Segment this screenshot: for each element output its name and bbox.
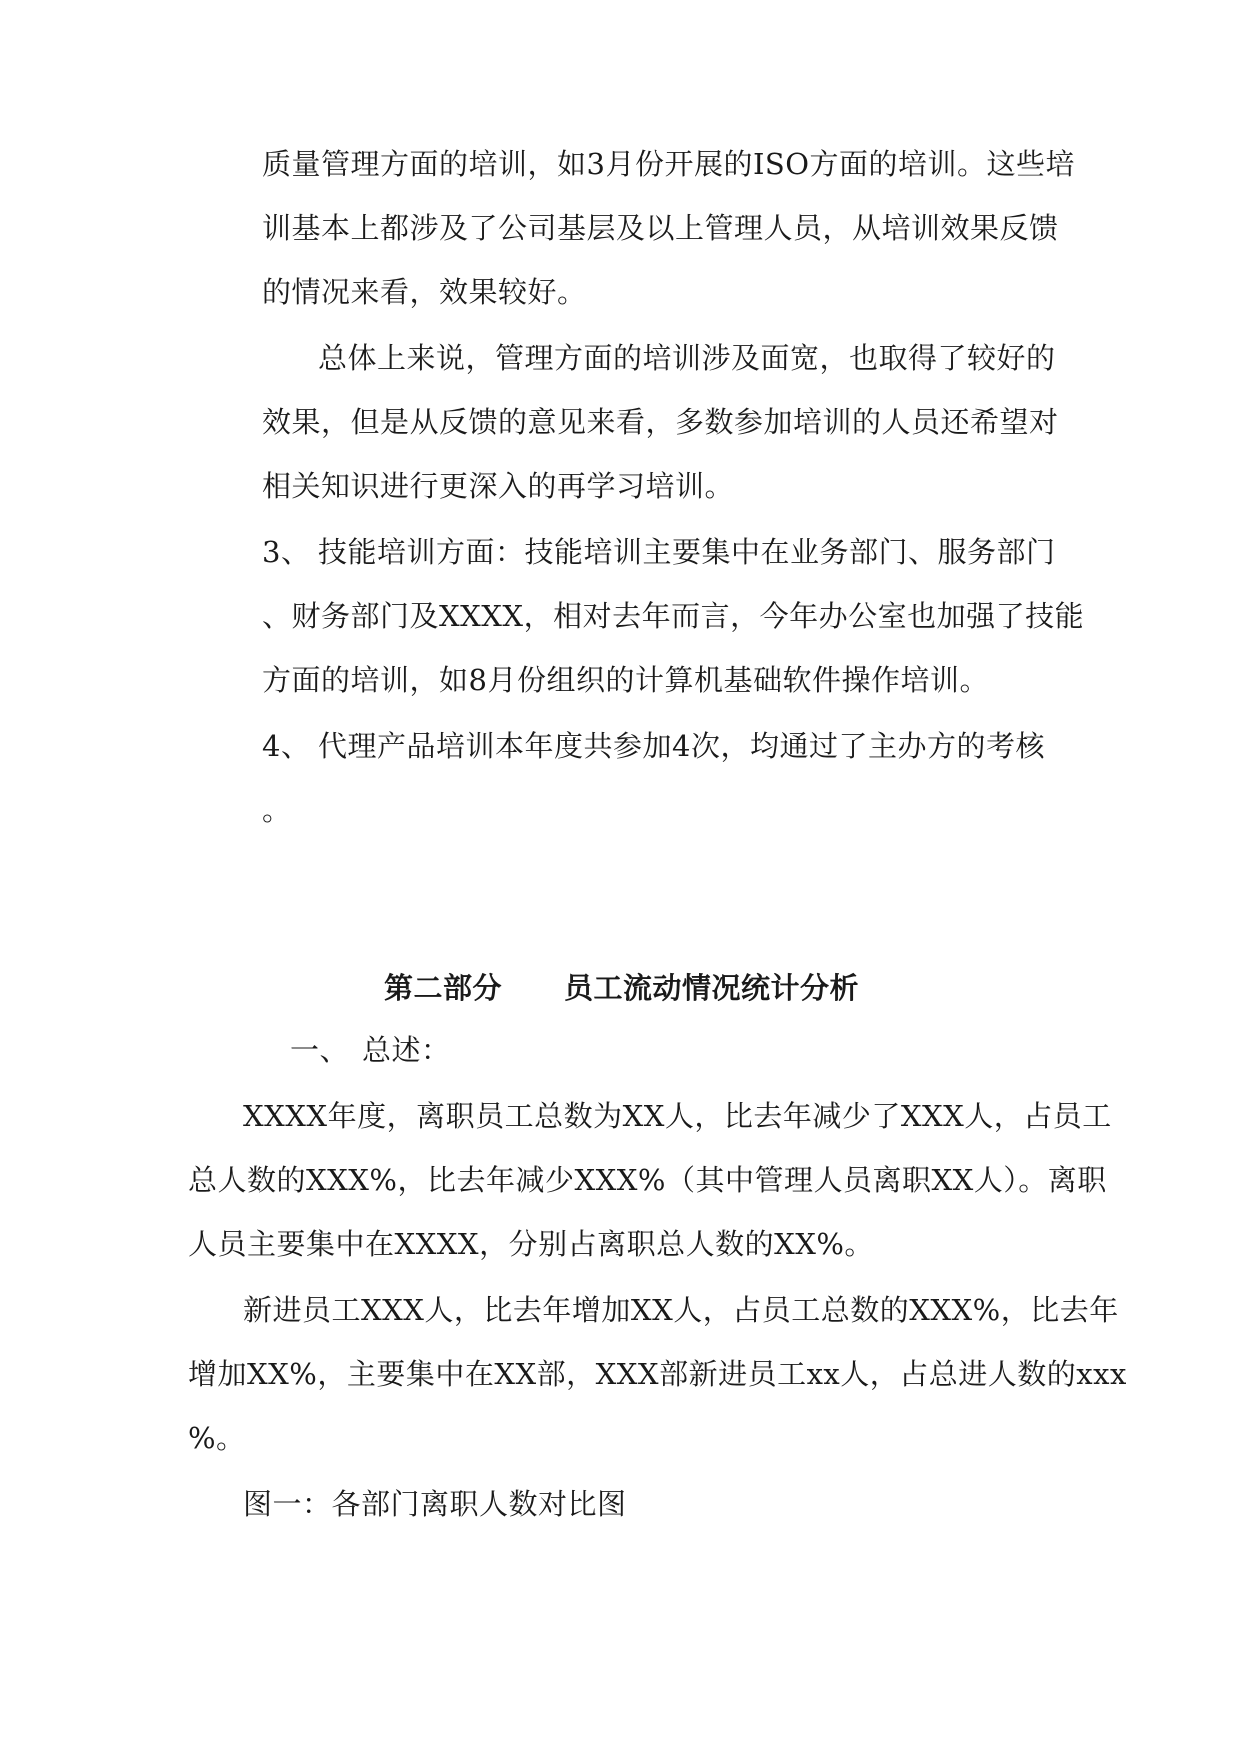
list-item-text: 代理产品培训本年度共参加4次，均通过了主办方的考核 xyxy=(318,729,1045,763)
paragraph-line: 相关知识进行更深入的再学习培训。 xyxy=(262,469,735,503)
list-item-number: 4、 xyxy=(262,729,311,763)
paragraph-line: 总体上来说，管理方面的培训涉及面宽，也取得了较好的 xyxy=(318,341,1056,375)
paragraph-line: 训基本上都涉及了公司基层及以上管理人员，从培训效果反馈 xyxy=(262,211,1059,245)
section-heading-part: 第二部分 xyxy=(384,971,503,1005)
list-item-text: 方面的培训，如8月份组织的计算机基础软件操作培训。 xyxy=(262,663,989,697)
section-heading xyxy=(384,970,859,1006)
paragraph-line: 的情况来看，效果较好。 xyxy=(262,275,587,309)
section-heading-title: 员工流动情况统计分析 xyxy=(564,971,860,1005)
list-item-text: 技能培训方面：技能培训主要集中在业务部门、服务部门 xyxy=(318,535,1056,569)
overview-label: 总述： xyxy=(362,1033,451,1067)
figure-caption: 图一：各部门离职人数对比图 xyxy=(243,1487,627,1521)
list-item-text: 。 xyxy=(262,793,292,827)
paragraph-line: 质量管理方面的培训，如3月份开展的ISO方面的培训。这些培 xyxy=(262,147,1076,181)
paragraph-line: %。 xyxy=(188,1421,246,1455)
paragraph-line: XXXX年度，离职员工总数为XX人，比去年减少了XXX人，占员工 xyxy=(243,1099,1112,1133)
paragraph-line: 人员主要集中在XXXX，分别占离职总人数的XX%。 xyxy=(188,1227,874,1261)
overview-number: 一、 xyxy=(290,1033,350,1067)
paragraph-line: 增加XX%，主要集中在XX部，XXX部新进员工xx人，占总进人数的xxx xyxy=(188,1357,1127,1391)
paragraph-line: 总人数的XXX%，比去年减少XXX%（其中管理人员离职XX人）。离职 xyxy=(188,1163,1107,1197)
paragraph-line: 新进员工XXX人，比去年增加XX人，占员工总数的XXX%，比去年 xyxy=(243,1293,1119,1327)
list-item-number: 3、 xyxy=(262,535,311,569)
paragraph-line: 效果，但是从反馈的意见来看，多数参加培训的人员还希望对 xyxy=(262,405,1059,439)
list-item-text: 、财务部门及XXXX，相对去年而言，今年办公室也加强了技能 xyxy=(262,599,1085,633)
